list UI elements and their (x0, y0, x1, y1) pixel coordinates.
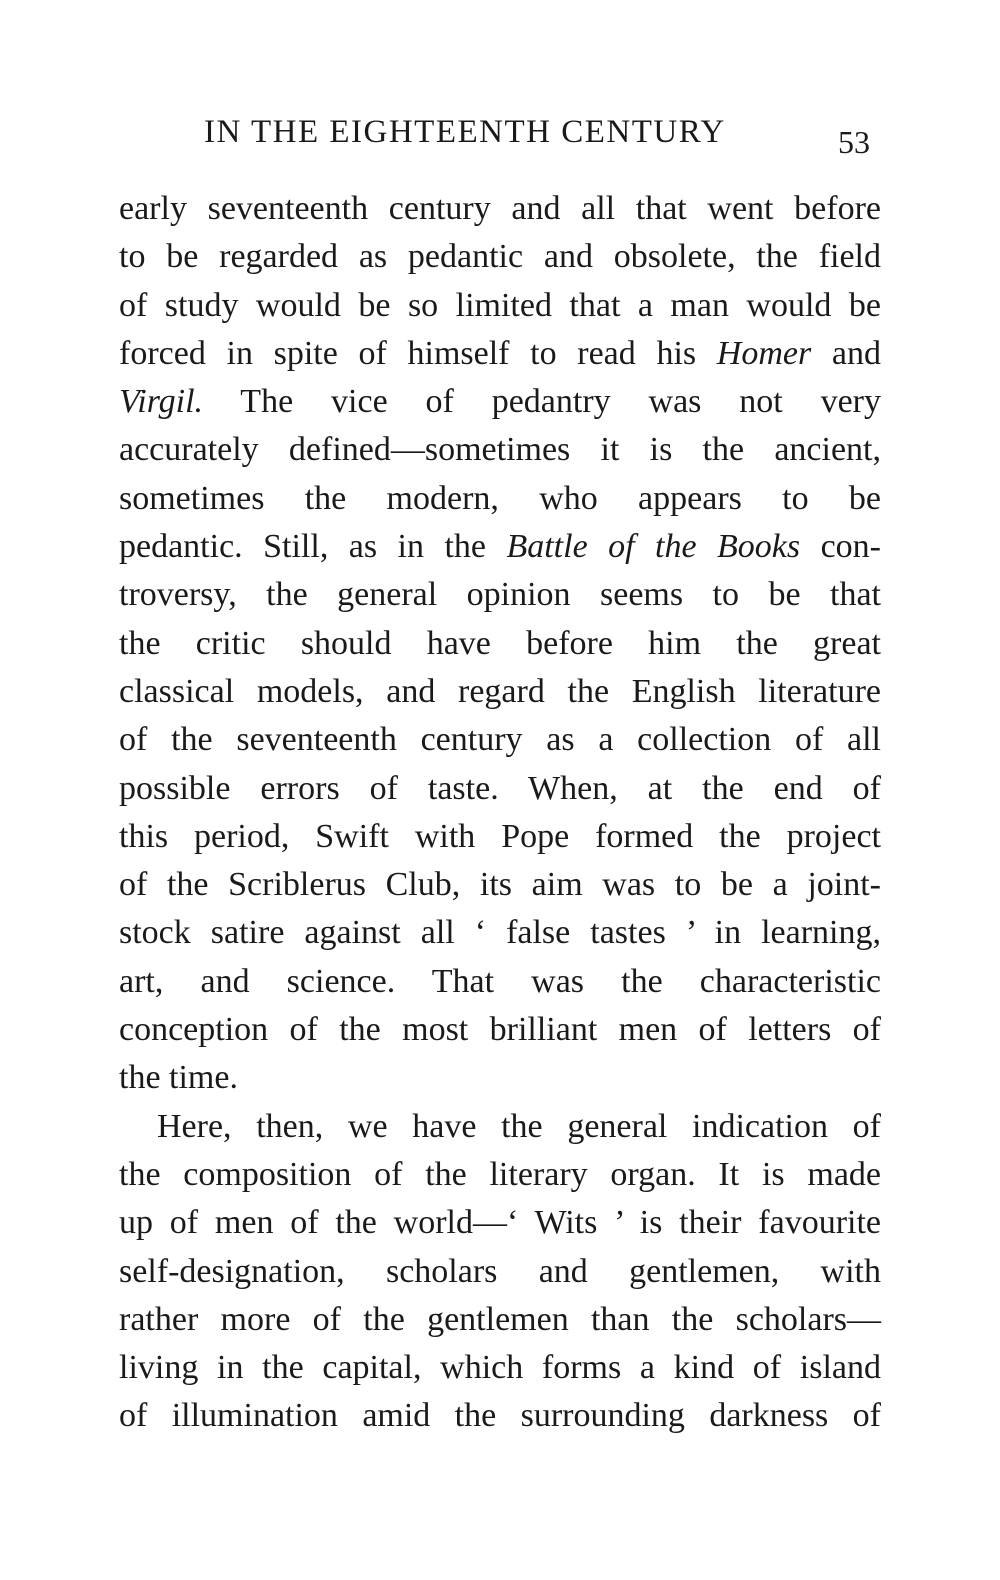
text-line: pedantic. Still, as in the Battle of the Books con- (119, 528, 881, 566)
text-line: self-designation, scholars and gentlemen, with (119, 1252, 881, 1290)
text-line: conception of the most brilliant men of letters of (119, 1011, 881, 1049)
text-line: the composition of the literary organ. It is made (119, 1155, 881, 1193)
text-line: troversy, the general opinion seems to be that (119, 576, 881, 614)
text-line: forced in spite of himself to read his Homer and (119, 334, 881, 372)
body-text (119, 185, 881, 1441)
text-line: to be regarded as pedantic and obsolete, the field (119, 238, 881, 276)
text-line: early seventeenth century and all that went before (119, 190, 881, 227)
paragraph-1 (119, 185, 881, 1103)
italic-title: Homer (716, 334, 812, 372)
text-line: Here, then, we have the general indication of (157, 1107, 881, 1145)
text-line: this period, Swift with Pope formed the project (119, 817, 881, 855)
text-line: Virgil. The vice of pedantry was not very (119, 383, 881, 421)
text-line: of the Scriblerus Club, its aim was to be a joint- (119, 866, 881, 904)
page-number: 53 (838, 124, 870, 160)
text-line: rather more of the gentlemen than the scholars— (119, 1300, 881, 1338)
text-line: of study would be so limited that a man would be (119, 286, 881, 324)
text-line: up of men of the world—‘ Wits ’ is their favourite (119, 1204, 881, 1242)
paragraph-2 (119, 1103, 881, 1441)
text-line: the time. (119, 1059, 238, 1097)
italic-title: Virgil. (119, 383, 204, 421)
text-line: of illumination amid the surrounding darkness of (119, 1397, 881, 1435)
text-line: stock satire against all ‘ false tastes ’ in learning, (119, 914, 881, 952)
text-line: possible errors of taste. When, at the end of (119, 769, 881, 807)
text-line: art, and science. That was the characteristic (119, 962, 881, 1000)
text-line: classical models, and regard the English literature (119, 672, 881, 710)
running-head: IN THE EIGHTEENTH CENTURY (204, 114, 726, 150)
text-line: of the seventeenth century as a collection of all (119, 721, 881, 759)
text-line: sometimes the modern, who appears to be (119, 479, 881, 517)
text-line: living in the capital, which forms a kind of island (119, 1349, 881, 1387)
text-line: the critic should have before him the great (119, 624, 881, 662)
text-line: accurately defined—sometimes it is the ancient, (119, 431, 881, 469)
italic-title: Battle of the Books (506, 528, 801, 566)
